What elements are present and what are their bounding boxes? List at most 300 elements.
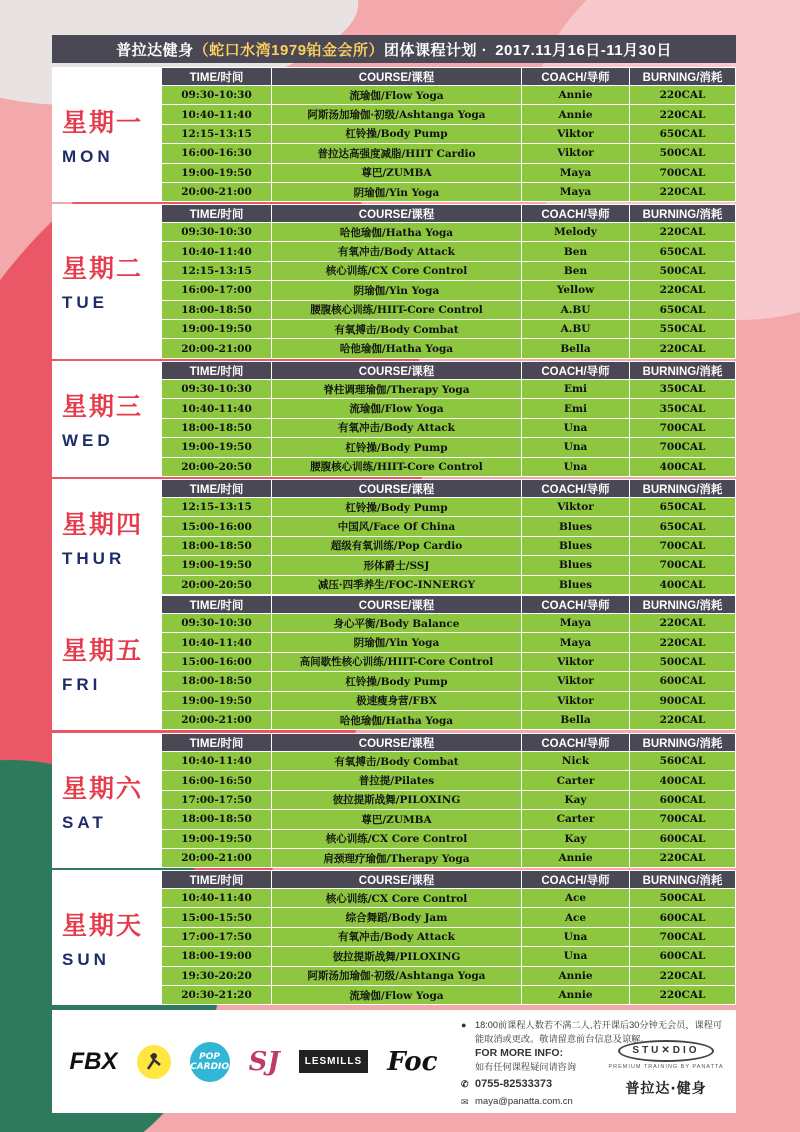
header-burning: BURNING/消耗: [630, 205, 736, 223]
class-coach: Viktor: [522, 498, 630, 517]
class-burning: 500CAL: [630, 652, 736, 671]
class-course: 核心训练/CX Core Control: [272, 829, 522, 848]
header-time: TIME/时间: [162, 362, 272, 380]
class-course: 流瑜伽/Flow Yoga: [272, 86, 522, 105]
studio-logo: [606, 1040, 726, 1098]
class-time: 12:15-13:15: [162, 261, 272, 280]
class-coach: Bella: [522, 710, 630, 729]
class-coach: Una: [522, 457, 630, 476]
class-course: 彼拉提斯战舞/PILOXING: [272, 790, 522, 809]
schedule-table: [161, 733, 736, 868]
day-label: [52, 204, 161, 359]
class-time: 18:00-18:50: [162, 672, 272, 691]
table-row: [162, 223, 736, 242]
class-coach: Annie: [522, 966, 630, 985]
class-time: 10:40-11:40: [162, 889, 272, 908]
table-row: [162, 614, 736, 633]
class-burning: 700CAL: [630, 810, 736, 829]
class-burning: 560CAL: [630, 752, 736, 771]
class-burning: 350CAL: [630, 399, 736, 418]
studio-ring: STU✕DIO: [618, 1040, 714, 1062]
class-burning: 220CAL: [630, 614, 736, 633]
class-coach: Nick: [522, 752, 630, 771]
class-coach: Maya: [522, 182, 630, 201]
class-coach: Viktor: [522, 691, 630, 710]
class-course: 有氧冲击/Body Attack: [272, 242, 522, 261]
schedule-table: [161, 595, 736, 730]
table-row: [162, 536, 736, 555]
class-time: 19:00-19:50: [162, 556, 272, 575]
table-row: [162, 710, 736, 729]
class-course: 有氧搏击/Body Combat: [272, 319, 522, 338]
class-time: 20:00-21:00: [162, 182, 272, 201]
header-coach: COACH/导师: [522, 205, 630, 223]
notice-text: 18:00前课程人数若不满二人,若开课后30分钟无会员，课程可能取消或更改。敬请留意前台信息及谅解。: [475, 1020, 723, 1044]
pop-cardio-text: POP CARDIO: [190, 1051, 230, 1072]
class-coach: Viktor: [522, 144, 630, 163]
day-name-english: TUE: [62, 293, 108, 313]
phone-icon: ✆: [461, 1079, 469, 1089]
more-info-label: FOR MORE INFO:: [475, 1047, 564, 1059]
schedule-title: 团体课程计划 ·: [384, 41, 488, 59]
class-burning: 650CAL: [630, 242, 736, 261]
table-row: [162, 105, 736, 124]
class-course: 阿斯汤加瑜伽·初级/Ashtanga Yoga: [272, 105, 522, 124]
table-row: [162, 652, 736, 671]
class-coach: A.BU: [522, 319, 630, 338]
class-time: 19:00-19:50: [162, 829, 272, 848]
class-coach: Blues: [522, 556, 630, 575]
class-course: 极速瘦身营/FBX: [272, 691, 522, 710]
header-course: COURSE/课程: [272, 871, 522, 889]
class-coach: Ben: [522, 261, 630, 280]
lesmills-logo-text: LESMILLS: [304, 1056, 363, 1067]
schedule-table: [161, 361, 736, 477]
phone-number[interactable]: 0755-82533373: [475, 1078, 553, 1090]
header-coach: COACH/导师: [522, 734, 630, 752]
class-course: 哈他瑜伽/Hatha Yoga: [272, 223, 522, 242]
class-burning: 700CAL: [630, 163, 736, 182]
class-course: 彼拉提斯战舞/PILOXING: [272, 947, 522, 966]
alert-icon: ●: [461, 1020, 467, 1030]
class-time: 10:40-11:40: [162, 633, 272, 652]
class-course: 尊巴/ZUMBA: [272, 810, 522, 829]
day-block-thur: [52, 479, 736, 595]
class-time: 20:00-20:50: [162, 575, 272, 594]
table-row: [162, 848, 736, 867]
class-course: 杠铃操/Body Pump: [272, 438, 522, 457]
table-header-row: [162, 480, 736, 498]
table-row: [162, 300, 736, 319]
studio-subtitle: PREMIUM TRAINING BY PANATTA: [608, 1064, 724, 1070]
header-coach: COACH/导师: [522, 480, 630, 498]
table-header-row: [162, 205, 736, 223]
day-label: [52, 870, 161, 1005]
header-time: TIME/时间: [162, 205, 272, 223]
class-coach: Una: [522, 418, 630, 437]
class-coach: Maya: [522, 163, 630, 182]
day-block-mon: [52, 67, 736, 202]
header-coach: COACH/导师: [522, 596, 630, 614]
table-row: [162, 86, 736, 105]
class-coach: Bella: [522, 339, 630, 358]
class-time: 20:00-20:50: [162, 457, 272, 476]
table-row: [162, 771, 736, 790]
table-header-row: [162, 68, 736, 86]
table-row: [162, 810, 736, 829]
class-time: 15:00-15:50: [162, 908, 272, 927]
header-burning: BURNING/消耗: [630, 68, 736, 86]
class-coach: Emi: [522, 380, 630, 399]
contact-info: [455, 1010, 736, 1113]
class-time: 19:30-20:20: [162, 966, 272, 985]
table-header-row: [162, 362, 736, 380]
foc-logo-text: Foc: [387, 1046, 438, 1077]
fbx-logo-text: FBX: [69, 1047, 118, 1075]
table-row: [162, 966, 736, 985]
class-course: 流瑜伽/Flow Yoga: [272, 985, 522, 1004]
class-burning: 650CAL: [630, 300, 736, 319]
class-burning: 650CAL: [630, 517, 736, 536]
ask-text: 如有任何课程疑问请咨询: [475, 1062, 577, 1072]
class-coach: Kay: [522, 829, 630, 848]
class-time: 19:00-19:50: [162, 438, 272, 457]
class-burning: 400CAL: [630, 575, 736, 594]
day-name-english: MON: [62, 146, 114, 166]
class-burning: 700CAL: [630, 438, 736, 457]
class-coach: Viktor: [522, 124, 630, 143]
table-row: [162, 144, 736, 163]
class-coach: Una: [522, 947, 630, 966]
class-burning: 600CAL: [630, 790, 736, 809]
class-time: 10:40-11:40: [162, 399, 272, 418]
table-row: [162, 829, 736, 848]
table-header-row: [162, 596, 736, 614]
class-course: 普拉达高强度减脂/HIIT Cardio: [272, 144, 522, 163]
class-course: 超级有氧训练/Pop Cardio: [272, 536, 522, 555]
class-burning: 220CAL: [630, 339, 736, 358]
class-coach: Viktor: [522, 672, 630, 691]
header-burning: BURNING/消耗: [630, 596, 736, 614]
header-burning: BURNING/消耗: [630, 362, 736, 380]
class-coach: Una: [522, 438, 630, 457]
class-course: 腰腹核心训练/HIIT-Core Control: [272, 300, 522, 319]
footer: [52, 1010, 736, 1113]
brand-name: 普拉达健身: [116, 41, 194, 59]
class-time: 18:00-18:50: [162, 536, 272, 555]
table-row: [162, 691, 736, 710]
class-time: 09:30-10:30: [162, 223, 272, 242]
header-time: TIME/时间: [162, 596, 272, 614]
class-course: 杠铃操/Body Pump: [272, 672, 522, 691]
class-burning: 500CAL: [630, 889, 736, 908]
day-block-wed: [52, 361, 736, 477]
table-row: [162, 242, 736, 261]
table-header-row: [162, 734, 736, 752]
class-time: 10:40-11:40: [162, 752, 272, 771]
table-row: [162, 908, 736, 927]
location-name: （蛇口水湾1979铂金会所）: [193, 41, 385, 59]
day-label: [52, 361, 161, 477]
email-address[interactable]: maya@panatta.com.cn: [475, 1096, 573, 1107]
schedule-table: [161, 67, 736, 202]
class-burning: 220CAL: [630, 966, 736, 985]
class-course: 哈他瑜伽/Hatha Yoga: [272, 710, 522, 729]
class-coach: Annie: [522, 985, 630, 1004]
header-time: TIME/时间: [162, 734, 272, 752]
class-course: 有氧冲击/Body Attack: [272, 418, 522, 437]
class-coach: Una: [522, 927, 630, 946]
class-time: 20:00-21:00: [162, 848, 272, 867]
class-time: 20:00-21:00: [162, 339, 272, 358]
pop-cardio-logo: [190, 1042, 230, 1082]
studio-brand-name: 普拉达·健身: [625, 1081, 707, 1097]
class-course: 脊柱调理瑜伽/Therapy Yoga: [272, 380, 522, 399]
class-time: 15:00-16:00: [162, 517, 272, 536]
class-coach: Yellow: [522, 281, 630, 300]
class-time: 09:30-10:30: [162, 86, 272, 105]
class-burning: 550CAL: [630, 319, 736, 338]
class-coach: Annie: [522, 848, 630, 867]
header-time: TIME/时间: [162, 871, 272, 889]
class-time: 19:00-19:50: [162, 163, 272, 182]
class-burning: 700CAL: [630, 536, 736, 555]
class-burning: 400CAL: [630, 457, 736, 476]
class-burning: 900CAL: [630, 691, 736, 710]
class-time: 18:00-18:50: [162, 810, 272, 829]
header-coach: COACH/导师: [522, 871, 630, 889]
class-course: 形体爵士/SSJ: [272, 556, 522, 575]
class-course: 综合舞蹈/Body Jam: [272, 908, 522, 927]
day-block-fri: [52, 595, 736, 730]
table-row: [162, 752, 736, 771]
class-course: 杠铃操/Body Pump: [272, 124, 522, 143]
class-time: 10:40-11:40: [162, 242, 272, 261]
class-coach: Viktor: [522, 652, 630, 671]
class-time: 20:30-21:20: [162, 985, 272, 1004]
table-row: [162, 633, 736, 652]
table-row: [162, 790, 736, 809]
table-row: [162, 438, 736, 457]
header-course: COURSE/课程: [272, 480, 522, 498]
sj-logo: [249, 1047, 280, 1077]
day-name-chinese: 星期二: [62, 254, 144, 284]
header-coach: COACH/导师: [522, 362, 630, 380]
class-time: 18:00-19:00: [162, 947, 272, 966]
class-coach: Carter: [522, 771, 630, 790]
table-row: [162, 418, 736, 437]
header-course: COURSE/课程: [272, 362, 522, 380]
header-course: COURSE/课程: [272, 596, 522, 614]
class-time: 09:30-10:30: [162, 380, 272, 399]
day-label: [52, 733, 161, 868]
table-row: [162, 380, 736, 399]
class-burning: 220CAL: [630, 86, 736, 105]
class-coach: Maya: [522, 614, 630, 633]
table-row: [162, 575, 736, 594]
day-label: [52, 67, 161, 202]
day-name-english: FRI: [62, 674, 102, 694]
date-range: 2017.11月16日-11月30日: [495, 41, 672, 59]
email-icon: ✉: [461, 1097, 469, 1107]
header-course: COURSE/课程: [272, 734, 522, 752]
class-course: 有氧冲击/Body Attack: [272, 927, 522, 946]
class-burning: 220CAL: [630, 633, 736, 652]
class-time: 12:15-13:15: [162, 498, 272, 517]
class-course: 哈他瑜伽/Hatha Yoga: [272, 339, 522, 358]
class-time: 15:00-16:00: [162, 652, 272, 671]
class-course: 阿斯汤加瑜伽·初级/Ashtanga Yoga: [272, 966, 522, 985]
day-name-chinese: 星期三: [62, 391, 144, 421]
header-course: COURSE/课程: [272, 205, 522, 223]
table-row: [162, 985, 736, 1004]
class-coach: Melody: [522, 223, 630, 242]
class-coach: Ace: [522, 889, 630, 908]
class-time: 17:00-17:50: [162, 790, 272, 809]
class-coach: Emi: [522, 399, 630, 418]
class-burning: 700CAL: [630, 418, 736, 437]
class-burning: 220CAL: [630, 848, 736, 867]
day-name-english: THUR: [62, 548, 126, 568]
header-burning: BURNING/消耗: [630, 480, 736, 498]
table-header-row: [162, 871, 736, 889]
class-burning: 650CAL: [630, 124, 736, 143]
table-row: [162, 947, 736, 966]
header-burning: BURNING/消耗: [630, 871, 736, 889]
class-time: 18:00-18:50: [162, 300, 272, 319]
class-course: 中国风/Face Of China: [272, 517, 522, 536]
table-row: [162, 457, 736, 476]
class-burning: 220CAL: [630, 710, 736, 729]
day-label: [52, 479, 161, 595]
class-burning: 600CAL: [630, 672, 736, 691]
foc-logo: [387, 1047, 437, 1077]
schedule-table: [161, 204, 736, 359]
table-row: [162, 339, 736, 358]
class-time: 18:00-18:50: [162, 418, 272, 437]
table-row: [162, 182, 736, 201]
class-coach: Ace: [522, 908, 630, 927]
class-course: 身心平衡/Body Balance: [272, 614, 522, 633]
table-row: [162, 498, 736, 517]
class-course: 腰腹核心训练/HIIT-Core Control: [272, 457, 522, 476]
class-course: 阴瑜伽/Yin Yoga: [272, 633, 522, 652]
schedule-table: [161, 870, 736, 1005]
class-course: 核心训练/CX Core Control: [272, 261, 522, 280]
header-time: TIME/时间: [162, 480, 272, 498]
class-course: 核心训练/CX Core Control: [272, 889, 522, 908]
class-time: 20:00-21:00: [162, 710, 272, 729]
day-block-tue: [52, 204, 736, 359]
class-coach: Kay: [522, 790, 630, 809]
class-coach: Annie: [522, 105, 630, 124]
table-row: [162, 556, 736, 575]
class-course: 尊巴/ZUMBA: [272, 163, 522, 182]
partner-logos: [52, 1010, 455, 1113]
day-label: [52, 595, 161, 730]
class-coach: Annie: [522, 86, 630, 105]
class-burning: 600CAL: [630, 908, 736, 927]
table-row: [162, 163, 736, 182]
day-name-chinese: 星期天: [62, 910, 144, 940]
header-course: COURSE/课程: [272, 68, 522, 86]
class-coach: Blues: [522, 575, 630, 594]
table-row: [162, 399, 736, 418]
class-course: 流瑜伽/Flow Yoga: [272, 399, 522, 418]
class-burning: 700CAL: [630, 927, 736, 946]
class-course: 阴瑜伽/Yin Yoga: [272, 281, 522, 300]
schedule-table: [161, 479, 736, 595]
class-course: 有氧搏击/Body Combat: [272, 752, 522, 771]
class-course: 肩颈理疗瑜伽/Therapy Yoga: [272, 848, 522, 867]
lesmills-logo: [299, 1050, 368, 1073]
class-course: 杠铃操/Body Pump: [272, 498, 522, 517]
class-course: 减压·四季养生/FOC-INNERGY: [272, 575, 522, 594]
header-time: TIME/时间: [162, 68, 272, 86]
class-burning: 650CAL: [630, 498, 736, 517]
class-time: 16:00-16:30: [162, 144, 272, 163]
class-time: 16:00-17:00: [162, 281, 272, 300]
class-time: 19:00-19:50: [162, 691, 272, 710]
table-row: [162, 319, 736, 338]
class-time: 09:30-10:30: [162, 614, 272, 633]
class-time: 12:15-13:15: [162, 124, 272, 143]
class-coach: Blues: [522, 517, 630, 536]
class-burning: 600CAL: [630, 829, 736, 848]
class-coach: Blues: [522, 536, 630, 555]
table-row: [162, 124, 736, 143]
day-name-chinese: 星期一: [62, 107, 144, 137]
class-burning: 400CAL: [630, 771, 736, 790]
day-name-chinese: 星期五: [62, 635, 144, 665]
fbx-logo: [70, 1048, 118, 1076]
class-burning: 500CAL: [630, 261, 736, 280]
header-coach: COACH/导师: [522, 68, 630, 86]
table-row: [162, 672, 736, 691]
day-block-sat: [52, 733, 736, 868]
table-row: [162, 281, 736, 300]
class-course: 高间歇性核心训练/HIIT-Core Control: [272, 652, 522, 671]
class-burning: 220CAL: [630, 223, 736, 242]
class-coach: Maya: [522, 633, 630, 652]
class-burning: 220CAL: [630, 105, 736, 124]
day-name-chinese: 星期四: [62, 509, 144, 539]
zumba-logo: [137, 1045, 171, 1079]
day-block-sun: [52, 870, 736, 1005]
class-burning: 220CAL: [630, 985, 736, 1004]
sj-logo-text: SJ: [248, 1046, 280, 1077]
class-course: 普拉提/Pilates: [272, 771, 522, 790]
class-coach: Ben: [522, 242, 630, 261]
day-name-english: WED: [62, 430, 114, 450]
class-burning: 220CAL: [630, 281, 736, 300]
class-course: 阴瑜伽/Yin Yoga: [272, 182, 522, 201]
class-burning: 220CAL: [630, 182, 736, 201]
table-row: [162, 261, 736, 280]
class-time: 19:00-19:50: [162, 319, 272, 338]
class-burning: 600CAL: [630, 947, 736, 966]
header-burning: BURNING/消耗: [630, 734, 736, 752]
class-coach: Carter: [522, 810, 630, 829]
day-name-chinese: 星期六: [62, 773, 144, 803]
page-title-bar: [52, 35, 736, 63]
class-burning: 700CAL: [630, 556, 736, 575]
table-row: [162, 927, 736, 946]
class-burning: 500CAL: [630, 144, 736, 163]
class-time: 16:00-16:50: [162, 771, 272, 790]
class-time: 10:40-11:40: [162, 105, 272, 124]
table-row: [162, 889, 736, 908]
